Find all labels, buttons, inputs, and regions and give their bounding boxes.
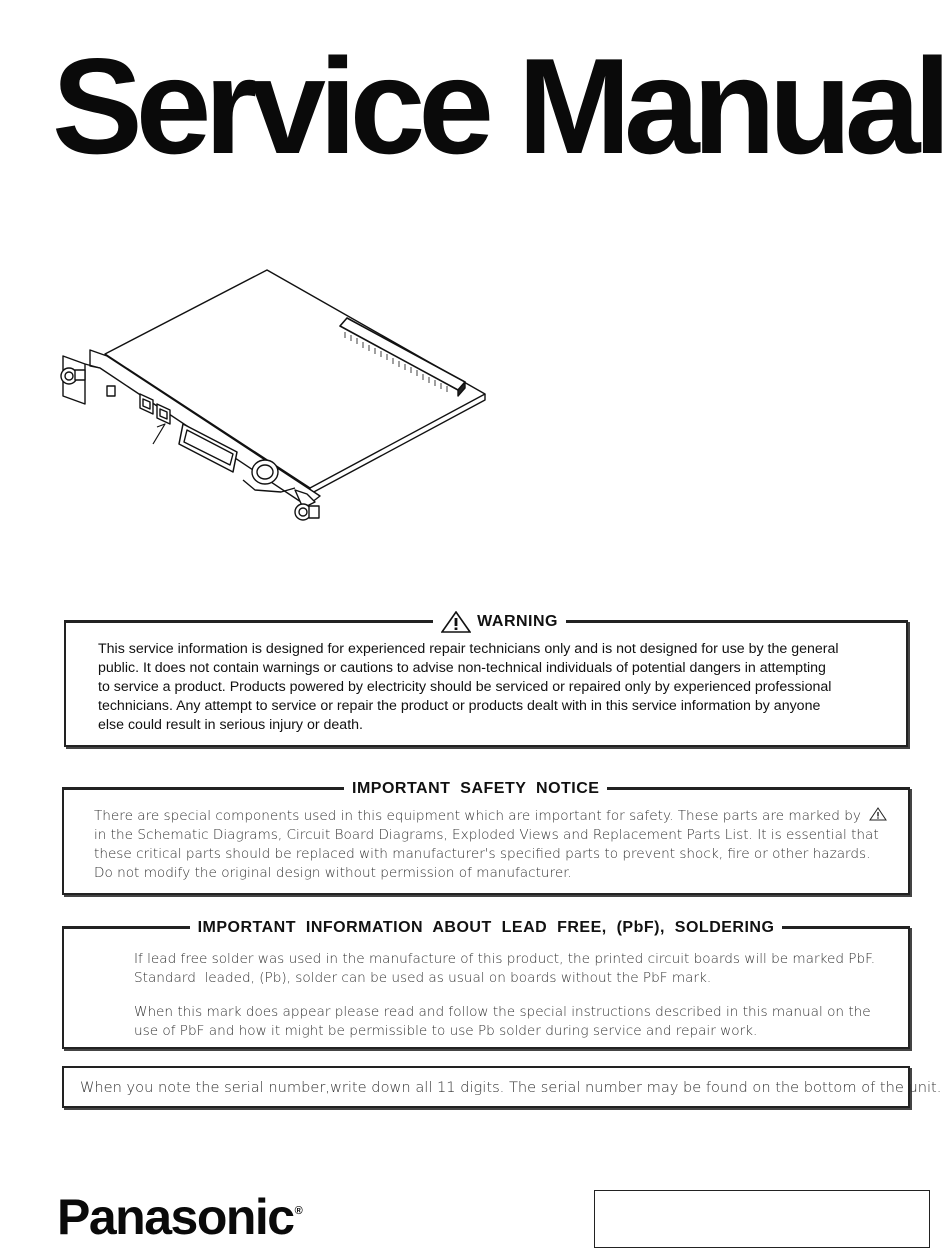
safety-line: these critical parts should be replaced with manufacturer's specified parts to prevent shock, fire or other hazards. [94,846,871,862]
warning-text [98,640,892,735]
lead-free-line: If lead free solder was used in the manufacture of this product, the printed circuit boards will be marked PbF. [134,951,876,967]
warning-triangle-icon [869,807,887,821]
panasonic-logo [57,1189,303,1245]
model-number-box [594,1190,930,1248]
lead-free-paragraph [134,950,878,988]
lead-free-heading [64,916,908,940]
lead-free-line: When this mark does appear please read and follow the special instructions described in this manual on the [134,1004,871,1020]
brand-name: Panasonic [57,1189,294,1245]
safety-line-text: There are special components used in this equipment which are important for safety. These parts are marked by [94,808,861,824]
lead-free-line: use of PbF and how it might be permissible to use Pb solder during service and repair work. [134,1023,758,1039]
circuit-card-illustration [45,262,495,530]
serial-number-box [62,1066,942,1108]
warning-heading [66,610,906,634]
safety-line [94,807,888,826]
safety-line: Do not modify the original design without permission of manufacturer. [94,865,572,881]
serial-number-note: When you note the serial number,write down all 11 digits. The serial number may be found on the bottom of the unit. [80,1079,942,1096]
warning-box [64,613,908,747]
safety-line: in the Schematic Diagrams, Circuit Board Diagrams, Exploded Views and Replacement Parts List. It is essential that [94,827,879,843]
lead-free-paragraph [134,1003,878,1041]
safety-notice-text [94,807,888,883]
registered-mark: ® [294,1205,303,1217]
lead-free-line: Standard leaded, (Pb), solder can be used as usual on boards without the PbF mark. [134,970,712,986]
safety-notice-title: IMPORTANT SAFETY NOTICE [344,780,607,798]
lead-free-text [134,950,878,1056]
safety-notice-heading [64,777,908,801]
lead-free-title: IMPORTANT INFORMATION ABOUT LEAD FREE, (PbF), SOLDERING [190,919,783,937]
warning-title: WARNING [477,613,558,630]
safety-notice-box [62,780,910,895]
warning-line: public. It does not contain warnings or cautions to advise non-technical individuals of potential dangers in attempting [98,660,826,676]
warning-line: to service a product. Products powered by electricity should be serviced or repaired only by experienced professional [98,679,832,695]
warning-line: This service information is designed for experienced repair technicians only and is not designed for use by the general [98,641,839,657]
lead-free-box [62,919,910,1049]
warning-line: else could result in serious injury or death. [98,717,363,733]
warning-triangle-icon [441,611,471,633]
page-title: Service Manual [52,30,945,182]
warning-line: technicians. Any attempt to service or repair the product or products dealt with in this service information by anyone [98,698,821,714]
